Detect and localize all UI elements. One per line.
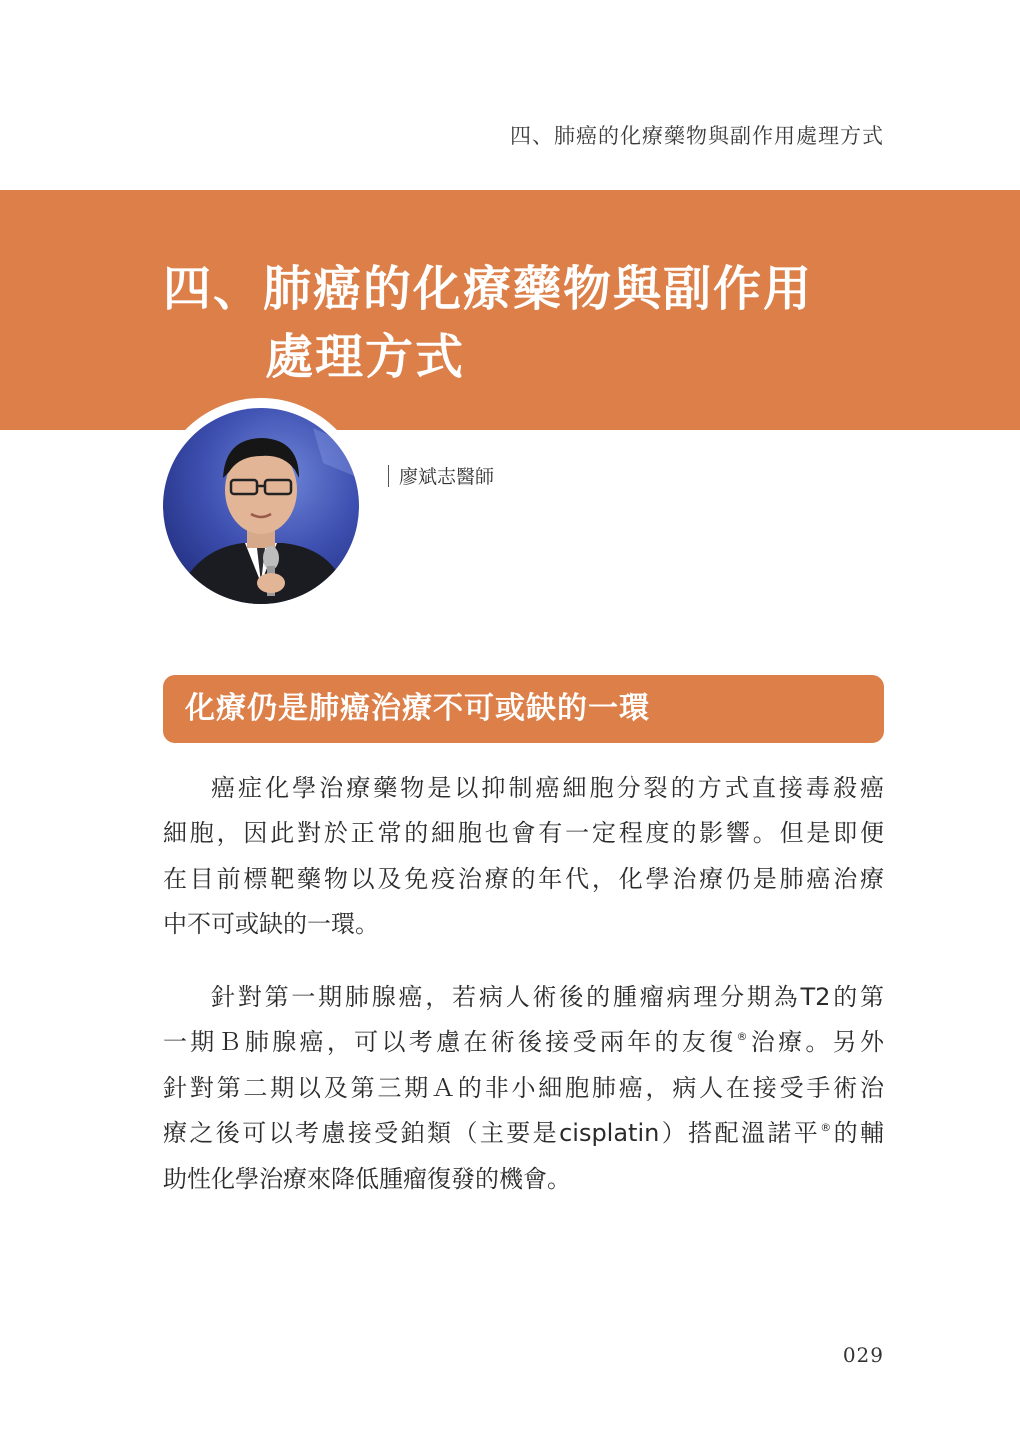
chapter-title-line-2: 處理方式 [265, 329, 466, 385]
registered-mark: ® [736, 1030, 748, 1044]
text-segment: 的輔 [831, 1119, 884, 1148]
paragraph-line: 細胞，因此對於正常的細胞也會有一定程度的影響。但是即便 [163, 819, 884, 848]
paragraph-line: 針對第一期肺腺癌，若病人術後的腫瘤病理分期為T2的第 [211, 983, 884, 1011]
text-segment: 一期Ｂ肺腺癌，可以考慮在術後接受兩年的友復 [163, 1028, 737, 1057]
section-title: 化療仍是肺癌治療不可或缺的一環 [185, 691, 650, 726]
text-segment: 治療。另外 [747, 1028, 884, 1057]
running-header: 四、肺癌的化療藥物與副作用處理方式 [510, 124, 884, 148]
author-name: 廖斌志醫師 [399, 466, 495, 488]
paragraph-line: 助性化學治療來降低腫瘤復發的機會。 [163, 1164, 571, 1193]
paragraph-line: 中不可或缺的一環。 [163, 910, 379, 939]
section-heading-box [163, 675, 884, 743]
paragraph-line: 在目前標靶藥物以及免疫治療的年代，化學治療仍是肺癌治療 [163, 864, 884, 893]
paragraph-line: 癌症化學治療藥物是以抑制癌細胞分裂的方式直接毒殺癌 [211, 774, 884, 802]
registered-mark: ® [820, 1121, 832, 1135]
author-photo [163, 408, 359, 604]
paragraph-2 [163, 975, 884, 1202]
text-segment: 療之後可以考慮接受鉑類（主要是cisplatin）搭配溫諾平 [163, 1119, 821, 1148]
chapter-title-line-1: 四、肺癌的化療藥物與副作用 [163, 261, 814, 317]
author-byline [388, 462, 494, 489]
paragraph-line [163, 1020, 884, 1065]
page-number: 029 [842, 1343, 884, 1367]
paragraph-line: 針對第二期以及第三期Ａ的非小細胞肺癌，病人在接受手術治 [163, 1073, 884, 1102]
byline-divider [388, 465, 389, 487]
author-portrait [155, 398, 367, 610]
paragraph-1 [163, 766, 884, 948]
paragraph-line [163, 1111, 884, 1156]
